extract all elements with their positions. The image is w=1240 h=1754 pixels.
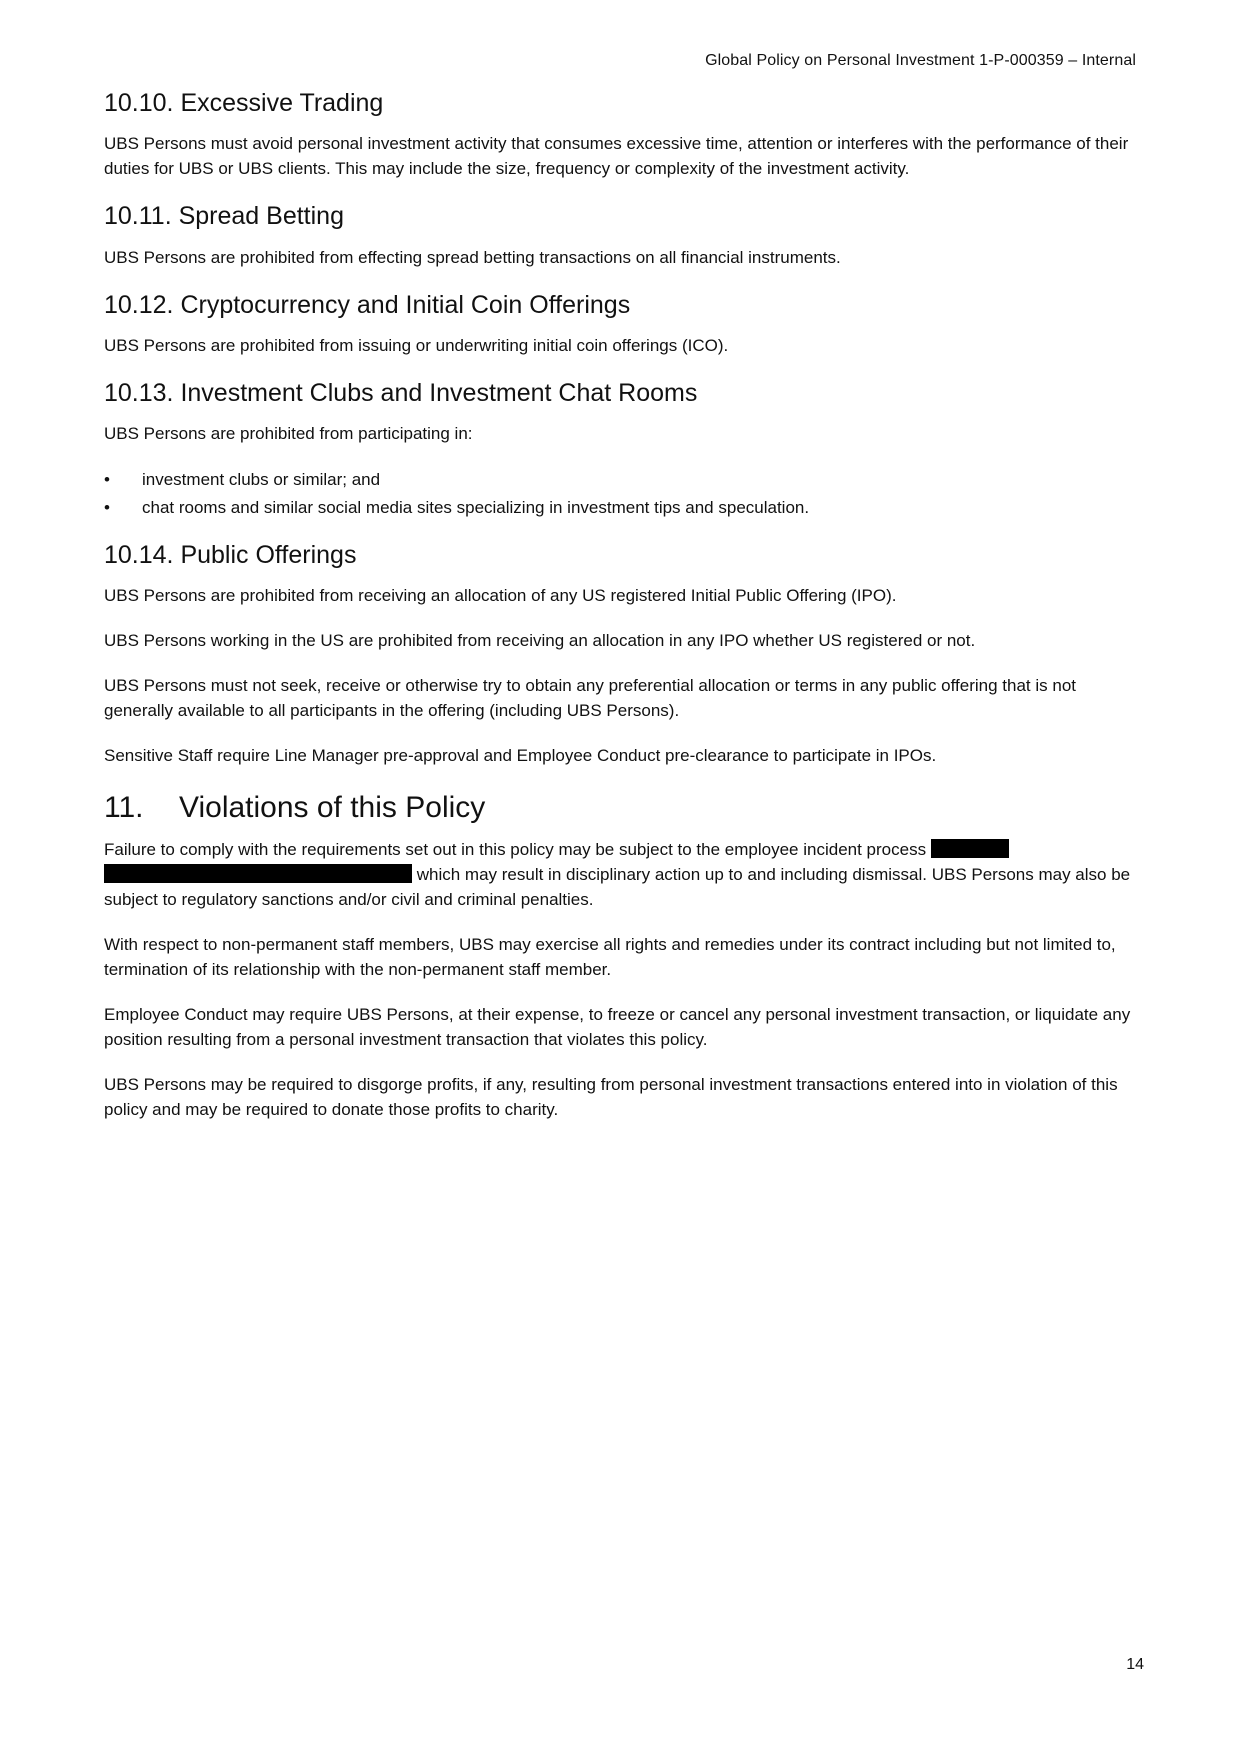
page-content	[104, 88, 1138, 1142]
section-excessive-trading	[104, 88, 1138, 181]
section-heading: 10.12. Cryptocurrency and Initial Coin Offerings	[104, 290, 631, 319]
list-item: • investment clubs or similar; and	[104, 466, 1138, 494]
chapter-number: 11.	[104, 791, 144, 825]
section-heading: 10.13. Investment Clubs and Investment Chat Rooms	[104, 378, 698, 407]
paragraph	[104, 837, 1138, 912]
document-header: Global Policy on Personal Investment 1-P-000359 – Internal	[705, 52, 1136, 69]
section-investment-clubs	[104, 378, 1138, 522]
redaction-block	[104, 864, 412, 883]
section-cryptocurrency	[104, 290, 1138, 358]
paragraph: Sensitive Staff require Line Manager pre-approval and Employee Conduct pre-clearance to participate in IPOs.	[104, 746, 937, 766]
paragraph: UBS Persons are prohibited from receiving an allocation of any US registered Initial Public Offering (IPO).	[104, 586, 897, 606]
paragraph: UBS Persons may be required to disgorge profits, if any, resulting from personal investment transactions entered into in violation of this policy and may be required to donate those profits to charity.	[104, 1075, 1118, 1120]
section-violations	[104, 788, 1138, 1122]
section-spread-betting	[104, 201, 1138, 269]
section-heading: 10.10. Excessive Trading	[104, 89, 384, 117]
paragraph: UBS Persons are prohibited from effecting spread betting transactions on all financial instruments.	[104, 247, 841, 267]
paragraph: Employee Conduct may require UBS Persons, at their expense, to freeze or cancel any personal investment transaction, or liquidate any position resulting from a personal investment transaction that violates this policy.	[104, 1005, 1131, 1050]
chapter-title: Violations of this Policy	[179, 791, 486, 825]
chapter-heading	[104, 788, 1138, 827]
paragraph-end: which may result in disciplinary action up to and including dismissal. UBS Persons may also be subject to regulatory sanctions and/or civil and criminal penalties.	[104, 865, 1131, 910]
paragraph: With respect to non-permanent staff members, UBS may exercise all rights and remedies under its contract including but not limited to, termination of its relationship with the non-permanent staff member.	[104, 935, 1116, 980]
bullet-list	[104, 466, 1138, 522]
list-item: • chat rooms and similar social media sites specializing in investment tips and speculation.	[104, 494, 1138, 522]
paragraph: UBS Persons must avoid personal investment activity that consumes excessive time, attention or interferes with the performance of their duties for UBS or UBS clients. This may include the size, frequency or complexity of the investment activity.	[104, 134, 1129, 179]
page-number: 14	[1126, 1656, 1144, 1673]
redaction-block	[931, 839, 1009, 858]
paragraph-start: Failure to comply with the requirements set out in this policy may be subject to the employee incident process	[104, 840, 927, 860]
paragraph: UBS Persons are prohibited from participating in:	[104, 424, 473, 443]
section-heading: 10.14. Public Offerings	[104, 541, 357, 569]
paragraph: UBS Persons are prohibited from issuing or underwriting initial coin offerings (ICO).	[104, 335, 729, 355]
section-heading: 10.11. Spread Betting	[104, 202, 344, 231]
section-public-offerings	[104, 540, 1138, 768]
paragraph: UBS Persons working in the US are prohibited from receiving an allocation in any IPO whether US registered or not.	[104, 631, 976, 651]
paragraph: UBS Persons must not seek, receive or otherwise try to obtain any preferential allocation or terms in any public offering that is not generally available to all participants in the offering (including UBS Persons).	[104, 676, 1077, 721]
